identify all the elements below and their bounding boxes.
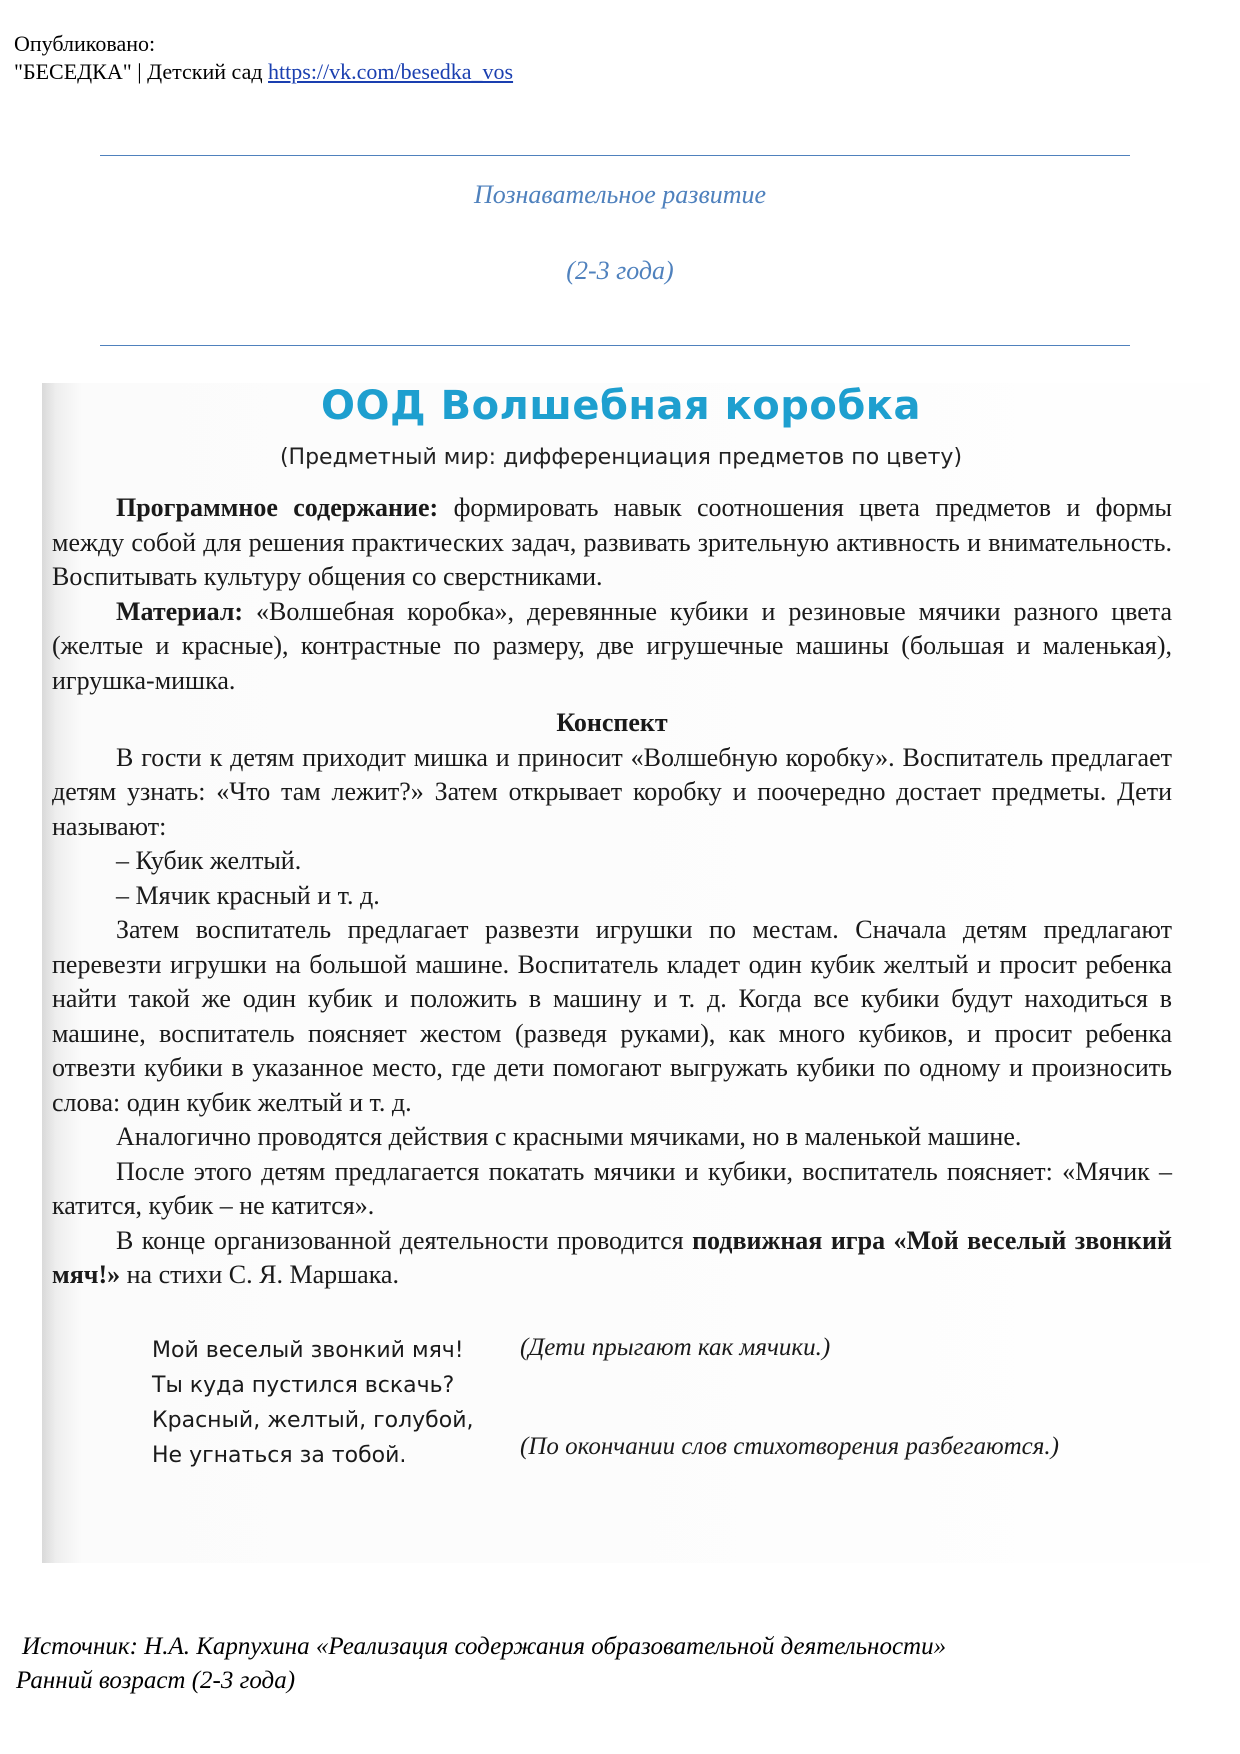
vk-link[interactable]: https://vk.com/besedka_vos bbox=[268, 59, 514, 84]
paragraph-2: Затем воспитатель предлагает развезти игрушки по местам. Сначала детям предлагают перевезти игрушки на большой машине. Воспитатель кладет один кубик желтый и просит ребенка найти такой же один кубик и положить в машину и т. д. Когда все кубики будут находиться в машине, воспитатель поясняет жестом (разведя руками), как много кубиков, и просит ребенка отвезти кубики в указанное место, где дети помогают выгружать кубики по одному и произносить слова: один кубик желтый и т. д. bbox=[52, 915, 1172, 1117]
poem-line: Не угнаться за тобой. bbox=[152, 1443, 407, 1468]
poem-note-1: (Дети прыгают как мячики.) bbox=[520, 1334, 831, 1361]
publisher-name: "БЕСЕДКА" | Детский сад bbox=[14, 59, 269, 84]
material-paragraph bbox=[52, 595, 1172, 699]
program-label: Программное содержание: bbox=[116, 493, 439, 522]
document-title: ООД Волшебная коробка bbox=[321, 383, 921, 429]
scanned-page bbox=[42, 383, 1210, 1563]
category-title: Познавательное развитие bbox=[473, 180, 767, 209]
material-label: Материал: bbox=[116, 596, 244, 626]
scanned-page-content bbox=[52, 383, 1190, 1563]
paragraph-3: Аналогично проводятся действия с красными мячиками, но в маленькой машине. bbox=[116, 1122, 1022, 1151]
game-name: подвижная игра «Мой веселый звонкий мяч!» bbox=[52, 1225, 1172, 1289]
program-text: формировать навык соотношения цвета предметов и формы между собой для решения практических задач, развивать зрительную активность и внимательность. Воспитывать культуру общения со сверстниками. bbox=[52, 493, 1172, 591]
paragraph-1: В гости к детям приходит мишка и приносит «Волшебную коробку». Воспитатель предлагает детям узнать: «Что там лежит?» Затем открывает коробку и поочередно достает предметы. Дети называют: bbox=[52, 742, 1172, 841]
section-heading: Конспект bbox=[556, 708, 668, 737]
dialogue-line-2: – Мячик красный и т. д. bbox=[116, 880, 380, 910]
poem-line: Мой веселый звонкий мяч! bbox=[152, 1338, 464, 1363]
poem-line: Красный, желтый, голубой, bbox=[152, 1408, 474, 1433]
source-line-1: Источник: Н.А. Карпухина «Реализация содержания образовательной деятельности» bbox=[22, 1633, 947, 1660]
published-header bbox=[14, 30, 513, 86]
document-subtitle: (Предметный мир: дифференциация предметов по цвету) bbox=[279, 445, 963, 470]
material-text: «Волшебная коробка», деревянные кубики и резиновые мячики разного цвета (желтые и красные), контрастные по размеру, две игрушечные машины (большая и маленькая), игрушка-мишка. bbox=[52, 596, 1172, 695]
bottom-divider bbox=[100, 345, 1130, 346]
poem-line: Ты куда пустился вскачь? bbox=[152, 1373, 455, 1398]
source-line-2: Ранний возраст (2-3 года) bbox=[16, 1667, 296, 1694]
program-paragraph bbox=[52, 491, 1172, 595]
poem bbox=[152, 1333, 474, 1473]
document-body bbox=[52, 491, 1172, 1293]
poem-note-2: (По окончании слов стихотворения разбегаются.) bbox=[520, 1433, 1059, 1460]
published-label: Опубликовано: bbox=[14, 31, 156, 56]
category-age: (2-3 года) bbox=[566, 256, 674, 285]
source-citation bbox=[16, 1630, 946, 1698]
paragraph-5-end: на стихи С. Я. Маршака. bbox=[120, 1260, 399, 1289]
publisher-line bbox=[14, 58, 513, 86]
top-divider bbox=[100, 155, 1130, 156]
dialogue-line-1: – Кубик желтый. bbox=[116, 846, 302, 875]
paragraph-4: После этого детям предлагается покатать мячики и кубики, воспитатель поясняет: «Мячик – катится, кубик – не катится». bbox=[52, 1156, 1172, 1220]
paragraph-5 bbox=[52, 1224, 1172, 1293]
paragraph-5-start: В конце организованной деятельности проводится bbox=[116, 1225, 693, 1255]
